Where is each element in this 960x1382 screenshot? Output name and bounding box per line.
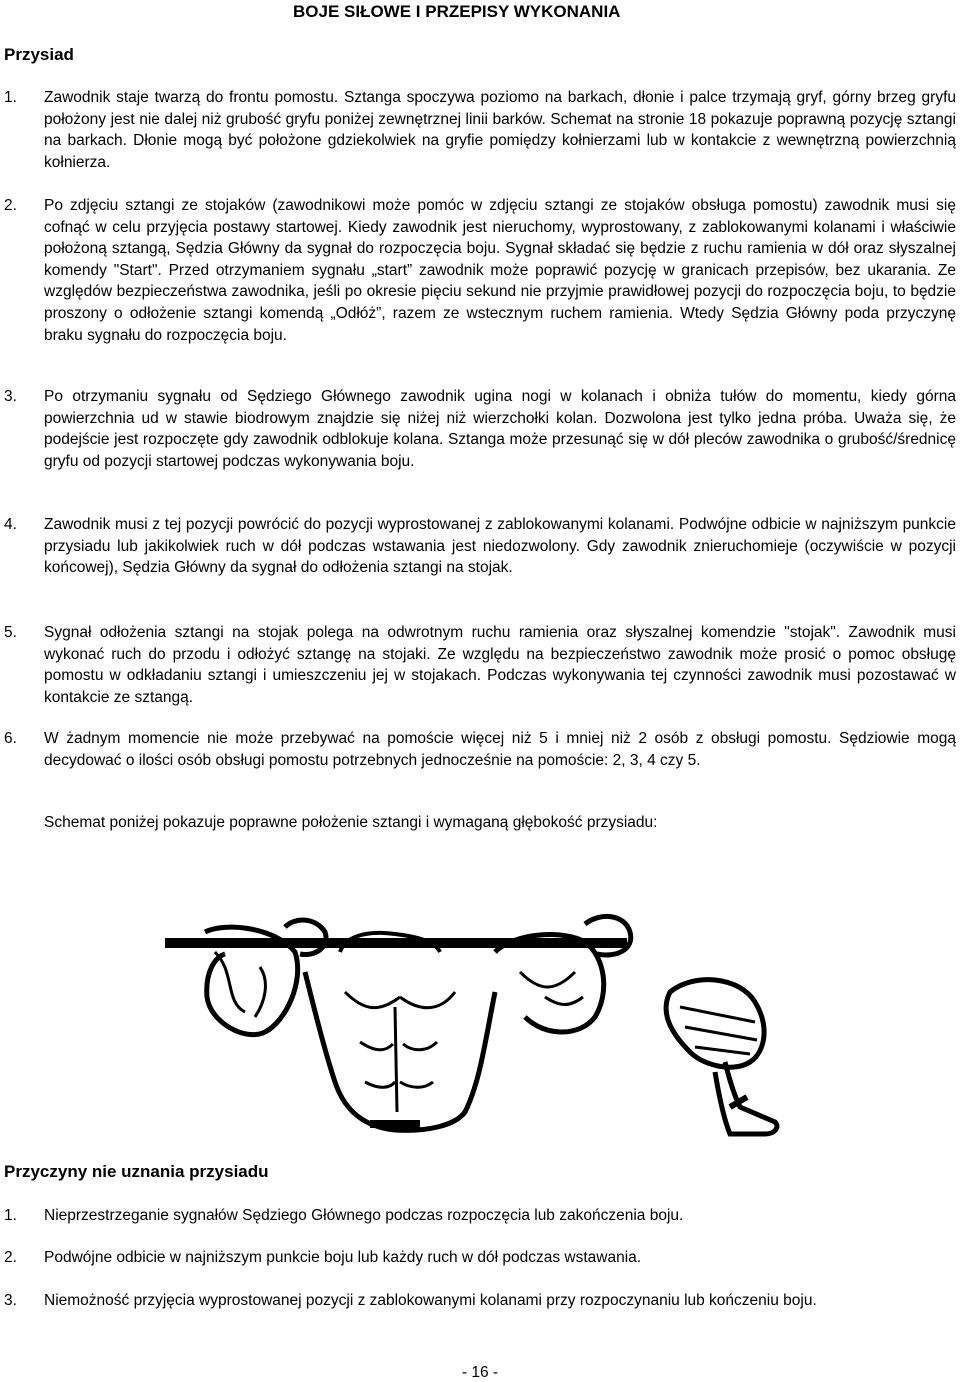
torso-outline [305, 972, 495, 1130]
item-text: Sygnał odłożenia sztangi na stojak polega na odwrotnym ruchu ramienia oraz słyszalnej komendzie "stojak". Zawodnik musi wykonać ruch do przodu i odłożyć sztangę na stojaki. Ze względu na bezpieczeństwo zawodnik może prosić o pomoc obsługę pomostu w odkładaniu sztangi i umieszczeniu jej w stojakach. Podczas wykonywania tej czynności zawodnik musi pozostawać w kontakcie ze sztangą. [44, 624, 956, 706]
item-number: 6. [4, 730, 17, 747]
item-number: 3. [4, 388, 17, 405]
item-number: 3. [4, 1292, 17, 1309]
barbell-bar [165, 938, 627, 948]
item-text: Niemożność przyjęcia wyprostowanej pozycji z zablokowanymi kolanami przy rozpoczynaniu lub kończeniu boju. [44, 1292, 817, 1309]
squat-illustration [165, 912, 785, 1138]
item-text: Po zdjęciu sztangi ze stojaków (zawodnikowi może pomóc w zdjęciu sztangi ze stojaków obsługa pomostu) zawodnik musi się cofnąć w celu przyjęcia postawy startowej. Kiedy zawodnik jest nieruchomy, wyprostowany, z zablokowanymi kolanami i właściwie położoną sztangą, Sędzia Główny da sygnał do rozpoczęcia boju. Sygnał składać się będzie z ruchu ramienia w dół oraz słyszalnej komendy "Start". Przed otrzymaniem sygnału „start” zawodnik może poprawić pozycję w granicach przepisów, bez ukarania. Ze względów bezpieczeństwa zawodnika, jeśli po okresie pięciu sekund nie przyjmie prawidłowej pozycji do rozpoczęcia boju, to będzie proszony o odłożenie sztangi komendą „Odłóż”, razem ze wstecznym ruchem ramienia. Wtedy Sędzia Główny poda przyczynę braku sygnału do rozpoczęcia boju. [44, 197, 956, 344]
item-text: W żadnym momencie nie może przebywać na pomoście więcej niż 5 i mniej niż 2 osób z obsługi pomostu. Sędziowie mogą decydować o ilości osób obsługi pomostu potrzebnych jednocześnie na pomoście: 2, 3, 4 czy 5. [44, 730, 956, 769]
item-text: Podwójne odbicie w najniższym punkcie boju lub każdy ruch w dół podczas wstawania. [44, 1249, 642, 1266]
section-title: Przysiad [4, 45, 74, 64]
item-number: 4. [4, 516, 17, 533]
rule-item [4, 195, 956, 346]
reason-item [4, 1290, 956, 1312]
item-number: 2. [4, 1249, 17, 1266]
item-number: 2. [4, 197, 17, 214]
rule-item [4, 514, 956, 579]
rule-item [4, 728, 956, 771]
reason-item [4, 1205, 956, 1227]
page-title: BOJE SIŁOWE I PRZEPISY WYKONANIA [293, 2, 621, 21]
rule-item [4, 622, 956, 708]
reason-item [4, 1247, 956, 1269]
rule-item [4, 386, 956, 472]
right-arm-outline [495, 935, 604, 1032]
rule-item [4, 87, 956, 173]
item-number: 5. [4, 624, 17, 641]
page-number: - 16 - [461, 1364, 499, 1381]
figure-caption: Schemat poniżej pokazuje poprawne położenie sztangi i wymaganą głębokość przysiadu: [44, 814, 658, 831]
item-text: Zawodnik staje twarzą do frontu pomostu. Sztanga spoczywa poziomo na barkach, dłonie i palce trzymają gryf, górny brzeg gryfu położony jest nie dalej niż grubość gryfu poniżej zewnętrznej linii barków. Schemat na stronie 18 pokazuje poprawną pozycję sztangi na barkach. Dłonie mogą być położone gdziekolwiek na gryfie pomiędzy kołnierzami lub w kontakcie z wewnętrzną powierzchnią kołnierza. [44, 89, 956, 171]
item-text: Zawodnik musi z tej pozycji powrócić do pozycji wyprostowanej z zablokowanymi kolanami. Podwójne odbicie w najniższym punkcie przysiadu lub jakikolwiek ruch w dół podczas wstawania jest niedozwolony. Gdy zawodnik znieruchomieje (oczywiście w pozycji końcowej), Sędzia Główny da sygnał do odłożenia sztangi na stojak. [44, 516, 956, 577]
item-text: Po otrzymaniu sygnału od Sędziego Głównego zawodnik ugina nogi w kolanach i obniża tułów do momentu, kiedy górna powierzchnia ud w stawie biodrowym znajdzie się niżej niż wierzchołki kolan. Dozwolona jest tylko jedna próba. Uważa się, że podejście jest rozpoczęte gdy zawodnik odblokuje kolana. Sztanga może przesunąć się w dół pleców zawodnika o grubość/średnicę gryfu od pozycji startowej podczas wykonywania boju. [44, 388, 956, 470]
item-number: 1. [4, 89, 17, 106]
reasons-title: Przyczyny nie uznania przysiadu [4, 1162, 269, 1181]
item-text: Nieprzestrzeganie sygnałów Sędziego Głównego podczas rozpoczęcia lub zakończenia boju. [44, 1207, 684, 1224]
item-number: 1. [4, 1207, 17, 1224]
